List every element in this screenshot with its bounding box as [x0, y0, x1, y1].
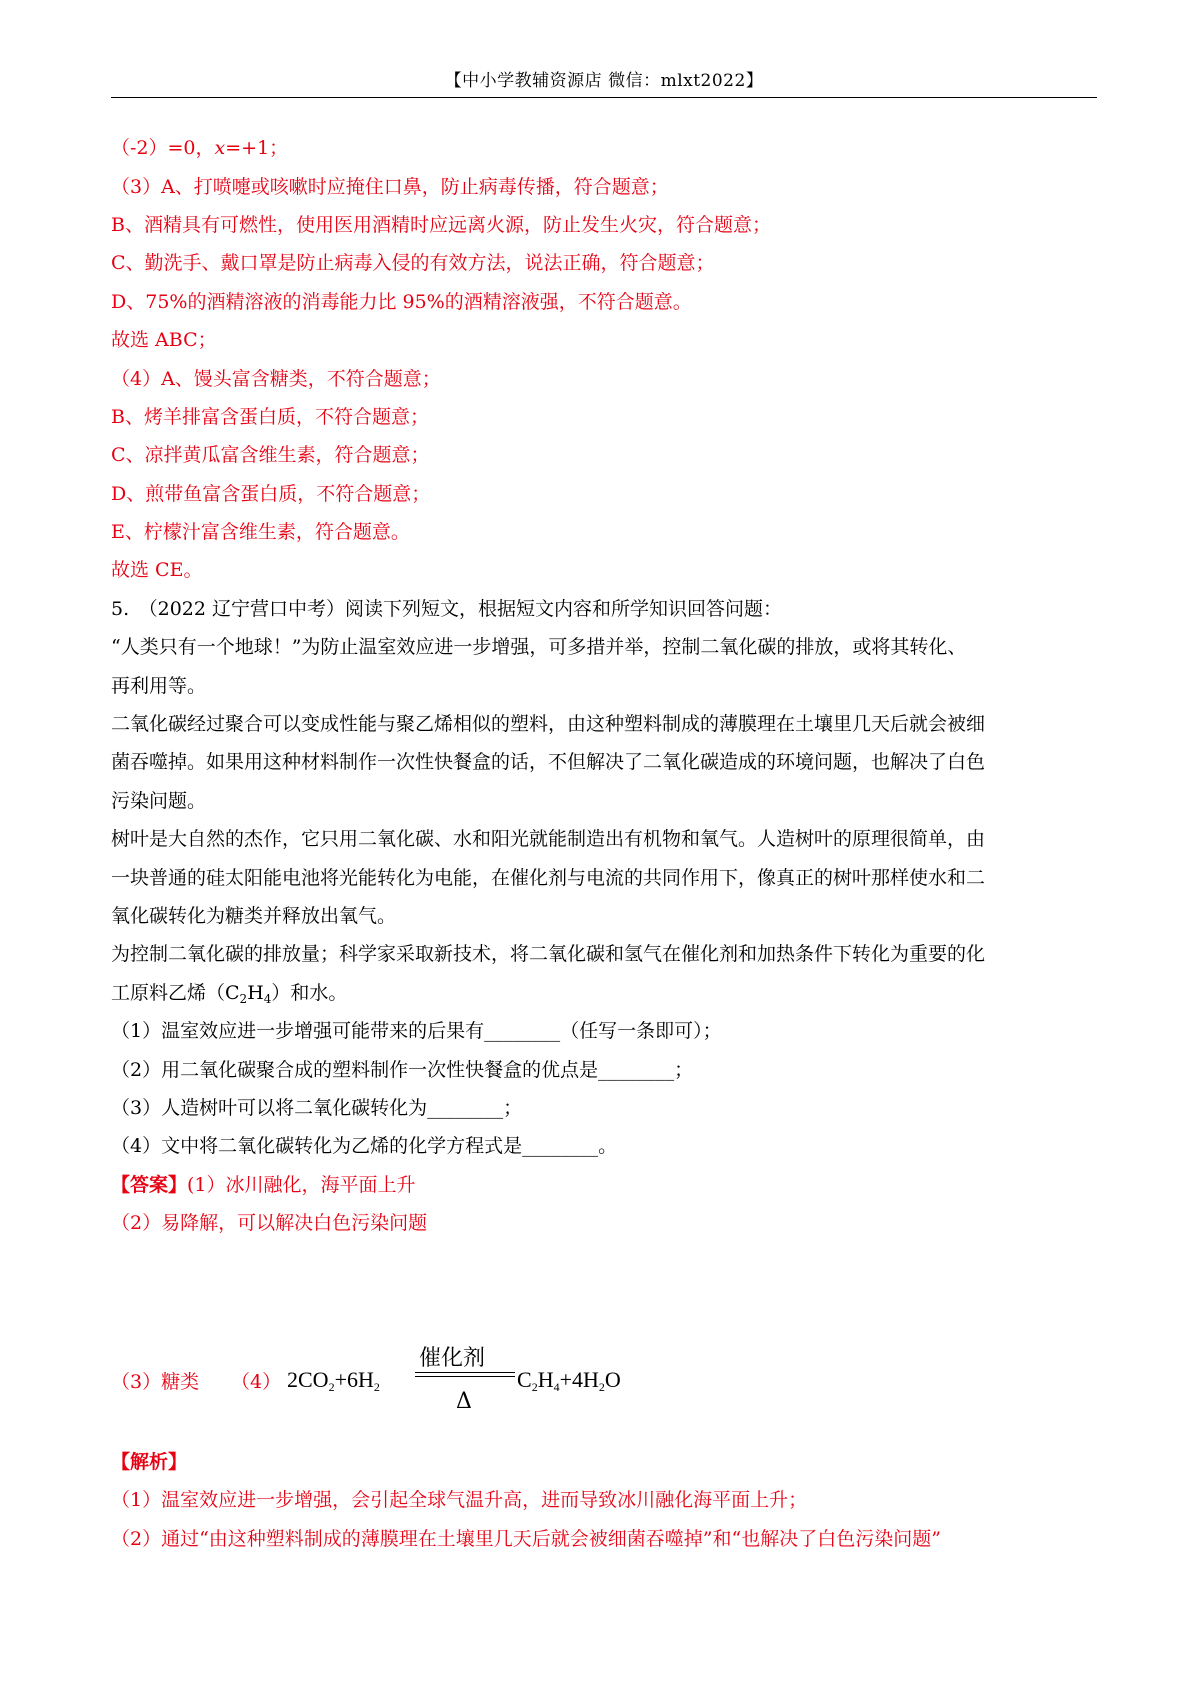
analysis-line-2: （2）通过“由这种塑料制成的薄膜理在土壤里几天后就会被细菌吞噬掉”和“也解决了白色污染问题”: [111, 1528, 941, 1550]
passage-line: 一块普通的硅太阳能电池将光能转化为电能，在催化剂与电流的共同作用下，像真正的树叶那样使水和二: [111, 867, 986, 889]
analysis-3-option-b: B、酒精具有可燃性，使用医用酒精时应远离火源，防止发生火灾，符合题意；: [111, 214, 771, 236]
analysis-label: 【解析】: [111, 1451, 188, 1473]
question-text: （任写一条即可）；: [560, 1020, 722, 1042]
sub-question-3: [111, 1095, 522, 1121]
text-segment: H: [247, 982, 264, 1004]
analysis-3-option-d: D、75%的酒精溶液的消毒能力比 95%的酒精溶液强，不符合题意。: [111, 291, 692, 313]
subscript: 2: [373, 1380, 380, 1394]
formula-part: 2CO: [287, 1367, 329, 1392]
question-text: （1）温室效应进一步增强可能带来的后果有: [111, 1020, 485, 1042]
question-text: ；: [674, 1059, 694, 1081]
analysis-4-option-c: C、凉拌黄瓜富含维生素，符合题意；: [111, 444, 430, 466]
analysis-3-option-a: （3）A、打喷嚏或咳嗽时应掩住口鼻，防止病毒传播，符合题意；: [111, 176, 669, 198]
passage-line: 菌吞噬掉。如果用这种材料制作一次性快餐盒的话，不但解决了二氧化碳造成的环境问题，也解决了白色: [111, 751, 986, 773]
text-segment: ）和水。: [271, 982, 348, 1004]
answer-line-equation: [111, 1345, 811, 1425]
subscript: 2: [328, 1380, 335, 1394]
answer-line-2: （2）易降解，可以解决白色污染问题: [111, 1212, 428, 1234]
sub-question-4: [111, 1133, 617, 1159]
equation-reactants: [287, 1367, 380, 1393]
analysis-3-option-c: C、勤洗手、戴口罩是防止病毒入侵的有效方法，说法正确，符合题意；: [111, 252, 715, 274]
passage-line-ethylene: [111, 980, 347, 1006]
answer-label: 【答案】: [111, 1174, 188, 1196]
passage-line: 树叶是大自然的杰作，它只用二氧化碳、水和阳光就能制造出有机物和氧气。人造树叶的原理很简单，由: [111, 828, 986, 850]
subscript: 4: [263, 992, 272, 1006]
page-header: 【中小学教辅资源店 微信：mlxt2022】: [444, 71, 764, 91]
analysis-4-conclusion: 故选 CE。: [111, 559, 203, 581]
formula-part: +6H: [334, 1367, 374, 1392]
subscript: 2: [531, 1380, 538, 1394]
formula-part: H: [537, 1367, 554, 1392]
answer-line-1: [111, 1172, 416, 1198]
passage-line: 污染问题。: [111, 790, 207, 812]
subscript: 2: [239, 992, 248, 1006]
variable-x: x: [214, 137, 226, 159]
answer-blank: ________: [427, 1097, 504, 1119]
reaction-condition-catalyst: 催化剂: [419, 1346, 486, 1371]
passage-line: “人类只有一个地球！”为防止温室效应进一步增强，可多措并举，控制二氧化碳的排放，或将其转化、: [111, 636, 967, 658]
question-text: （3）人造树叶可以将二氧化碳转化为: [111, 1097, 428, 1119]
answer-blank: ________: [598, 1059, 675, 1081]
analysis-4-option-b: B、烤羊排富含蛋白质，不符合题意；: [111, 406, 429, 428]
analysis-4-option-e: E、柠檬汁富含维生素，符合题意。: [111, 521, 410, 543]
question-text: （4）文中将二氧化碳转化为乙烯的化学方程式是: [111, 1135, 523, 1157]
analysis-3-conclusion: 故选 ABC；: [111, 329, 217, 351]
equation-products: [517, 1367, 621, 1393]
answer-text: (1）冰川融化，海平面上升: [187, 1174, 416, 1196]
question-5-title: 5. （2022 辽宁营口中考）阅读下列短文，根据短文内容和所学知识回答问题：: [111, 598, 783, 620]
header-divider: [111, 97, 1097, 98]
formula-part: C: [517, 1367, 532, 1392]
reaction-condition-heat: Δ: [456, 1389, 472, 1414]
answer-blank: ________: [522, 1135, 599, 1157]
passage-line: 再利用等。: [111, 675, 207, 697]
subscript: 4: [553, 1380, 560, 1394]
answer-3: （3）糖类: [111, 1371, 200, 1393]
reaction-double-line: [415, 1372, 515, 1377]
formula-part: +4H: [559, 1367, 599, 1392]
analysis-line-1: （1）温室效应进一步增强，会引起全球气温升高，进而导致冰川融化海平面上升；: [111, 1489, 808, 1511]
passage-line: 为控制二氧化碳的排放量；科学家采取新技术，将二氧化碳和氢气在催化剂和加热条件下转化为重要的化: [111, 943, 986, 965]
formula-part: O: [604, 1367, 621, 1392]
question-text: ；: [503, 1097, 523, 1119]
question-text: （2）用二氧化碳聚合成的塑料制作一次性快餐盒的优点是: [111, 1059, 599, 1081]
question-text: 。: [598, 1135, 618, 1157]
analysis-4-option-d: D、煎带鱼富含蛋白质，不符合题意；: [111, 483, 431, 505]
passage-line: 二氧化碳经过聚合可以变成性能与聚乙烯相似的塑料，由这种塑料制成的薄膜理在土壤里几天后就会被细: [111, 713, 986, 735]
sub-question-2: [111, 1057, 693, 1083]
answer-blank: ________: [484, 1020, 561, 1042]
text-segment: 工原料乙烯（C: [111, 982, 240, 1004]
analysis-4-option-a: （4）A、馒头富含糖类，不符合题意；: [111, 368, 441, 390]
answer-4-label: （4）: [231, 1371, 282, 1393]
text-segment: =+1；: [225, 137, 289, 159]
subscript: 2: [598, 1380, 605, 1394]
analysis-line-valence: [111, 135, 288, 161]
passage-line: 氧化碳转化为糖类并释放出氧气。: [111, 905, 397, 927]
text-segment: （-2）=0，: [111, 137, 215, 159]
sub-question-1: [111, 1018, 722, 1044]
